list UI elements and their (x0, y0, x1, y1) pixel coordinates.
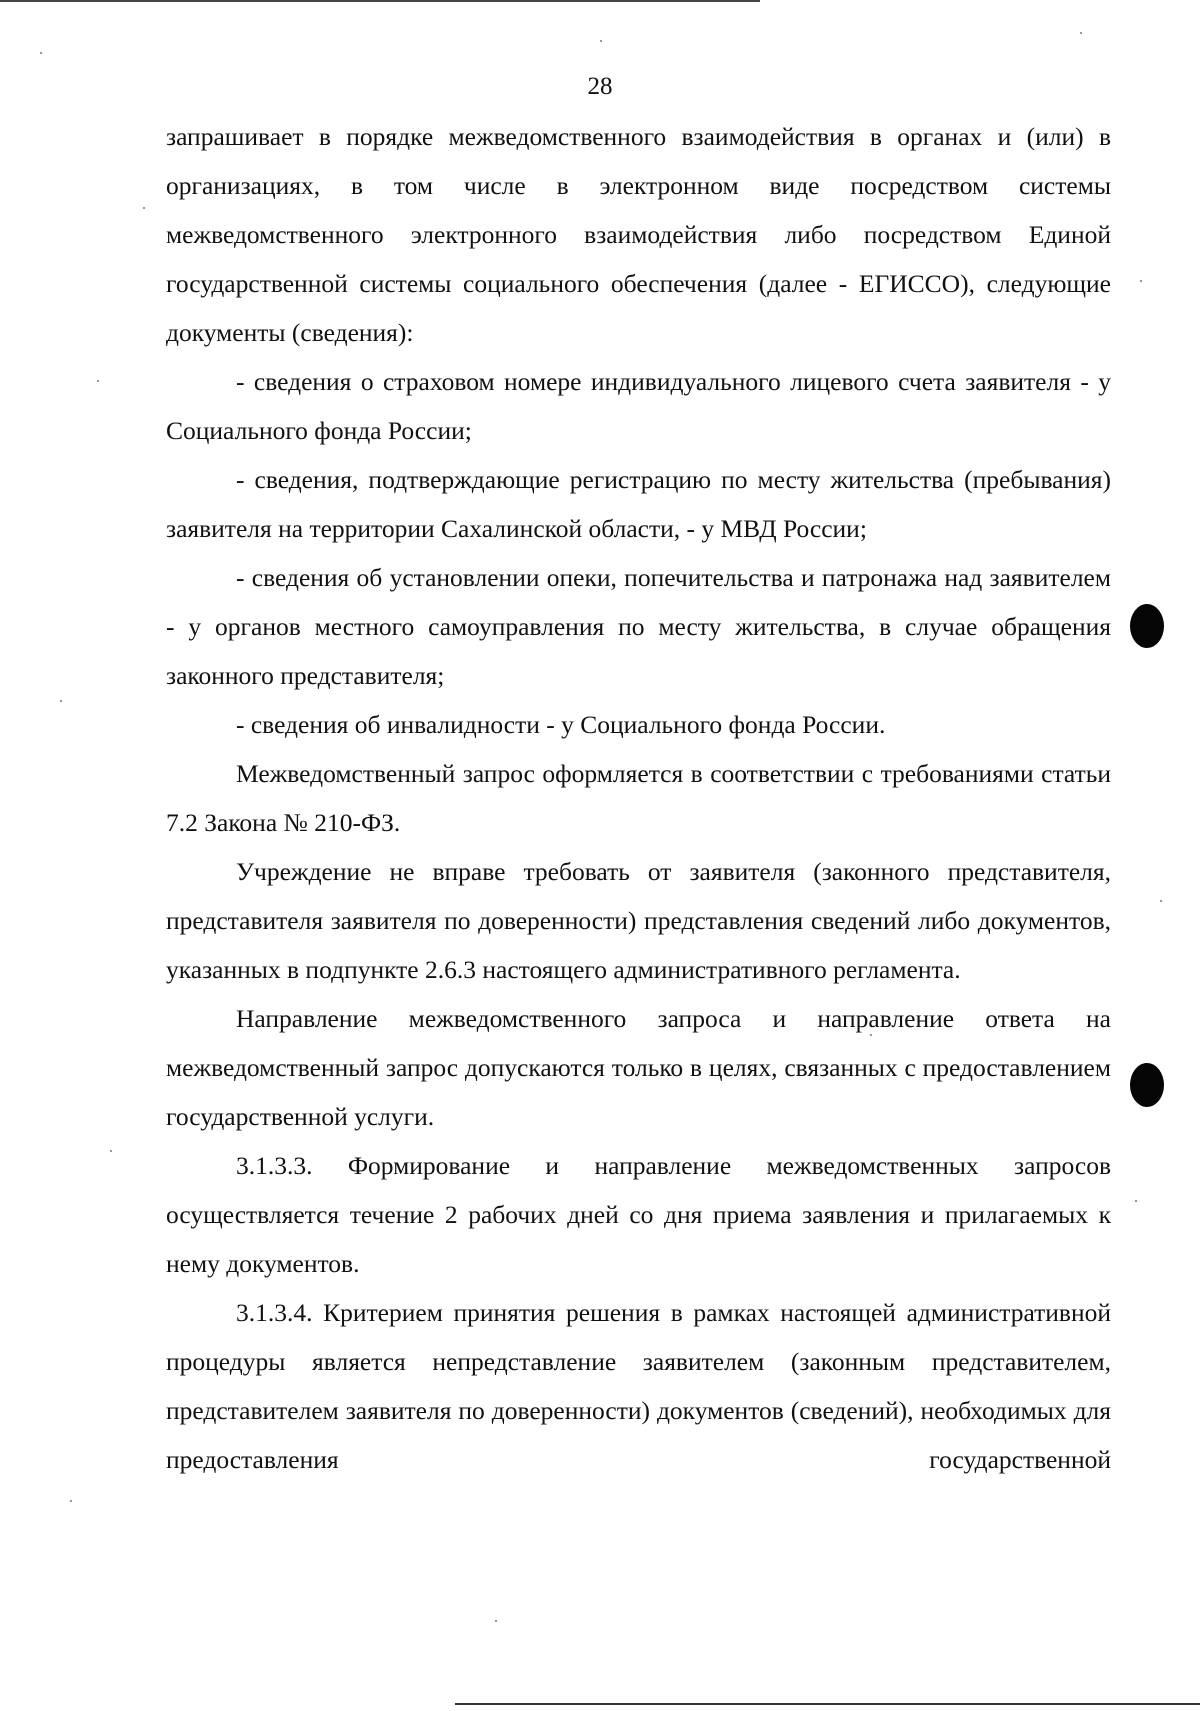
scan-edge-bottom (455, 1703, 1200, 1705)
list-item-registration: - сведения, подтверждающие регистрацию по месту жительства (пребывания) заявителя на территории Сахалинской области, - у МВД России; (166, 465, 1111, 543)
list-item-guardianship: - сведения об установлении опеки, попечительства и патронажа над заявителем - у органов местного самоуправления по месту жительства, в случае обращения законного представителя; (166, 563, 1111, 690)
scan-speck (600, 40, 602, 42)
paragraph-request-intro: запрашивает в порядке межведомственного взаимодействия в органах и (или) в организациях, в том числе в электронном виде посредством системы межведомственного электронного взаимодействия либо посредством Единой государственной системы социального обеспечения (далее - ЕГИССО), следующие документы (сведения): (166, 122, 1111, 347)
list-item-snils: - сведения о страховом номере индивидуального лицевого счета заявителя - у Социального фонда России; (166, 367, 1111, 445)
scan-speck (60, 700, 62, 702)
punch-hole-lower (1130, 1063, 1164, 1107)
document-body (166, 112, 1111, 1484)
paragraph-institution-restriction: Учреждение не вправе требовать от заявителя (законного представителя, представителя заявителя по доверенности) представления сведений либо документов, указанных в подпункте 2.6.3 настоящего административного регламента. (166, 857, 1111, 984)
page-number: 28 (587, 73, 613, 100)
paragraph-request-format: Межведомственный запрос оформляется в соответствии с требованиями статьи 7.2 Закона № 210-ФЗ. (166, 759, 1111, 837)
scan-speck (1135, 1200, 1137, 1202)
scan-speck (40, 52, 42, 54)
scan-speck (97, 380, 99, 382)
scan-speck (1160, 900, 1162, 902)
list-item-disability: - сведения об инвалидности - у Социального фонда России. (236, 710, 886, 739)
scan-speck (110, 1150, 112, 1152)
scan-speck (1140, 280, 1142, 282)
scan-speck (70, 1500, 72, 1502)
scan-speck (1080, 32, 1082, 34)
punch-hole-upper (1130, 604, 1164, 648)
paragraph-3-1-3-4: 3.1.3.4. Критерием принятия решения в рамках настоящей административной процедуры является непредставление заявителем (законным представителем, представителем заявителя по доверенности) документов (сведений), необходимых для предоставления государственной (166, 1298, 1111, 1474)
paragraph-request-purpose: Направление межведомственного запроса и направление ответа на межведомственный запрос допускаются только в целях, связанных с предоставлением государственной услуги. (166, 1004, 1111, 1131)
scan-speck (495, 1620, 497, 1622)
paragraph-3-1-3-3: 3.1.3.3. Формирование и направление межведомственных запросов осуществляется течение 2 рабочих дней со дня приема заявления и прилагаемых к нему документов. (166, 1151, 1111, 1278)
scan-speck (143, 207, 145, 209)
scan-speck (870, 1034, 872, 1036)
scan-edge-top (0, 0, 760, 2)
